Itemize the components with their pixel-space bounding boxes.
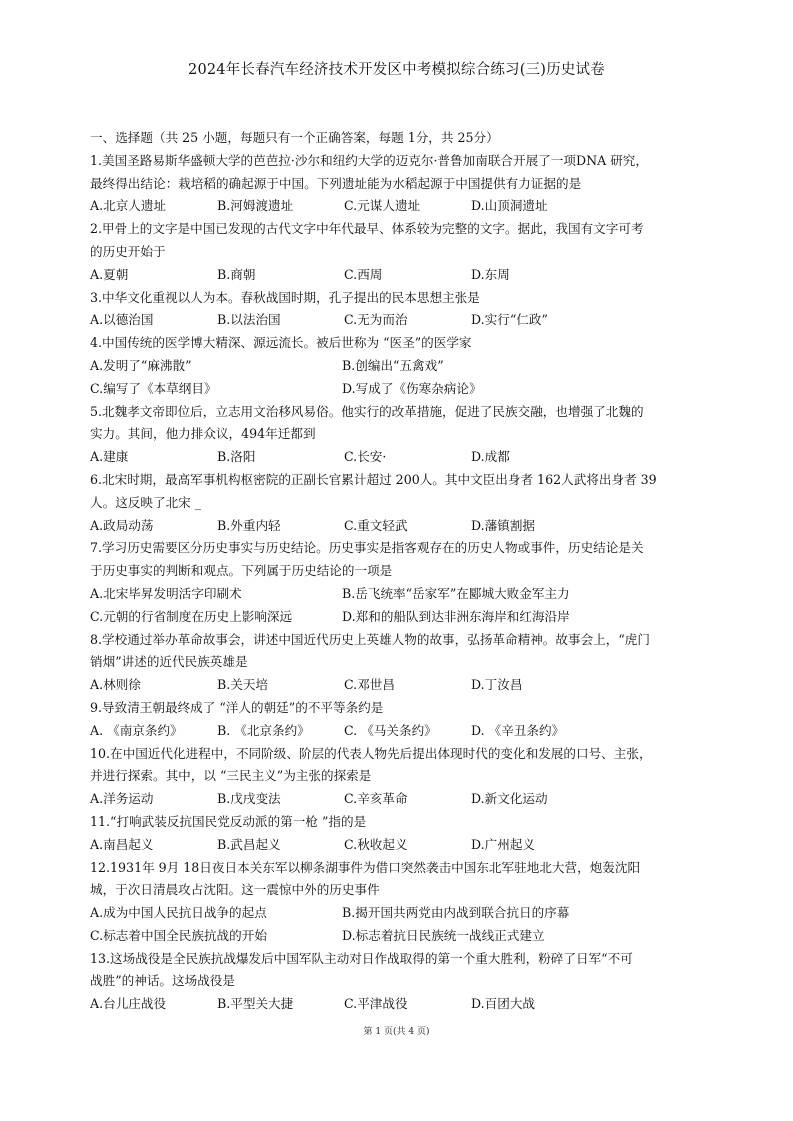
option-C: C.辛亥革命 [344,791,408,807]
option-B: B. 《北京条约》 [217,722,310,738]
option-C: C.西周 [344,266,383,282]
option-A: A.成为中国人民抗日战争的起点 [90,905,267,921]
question-stem: 1.美国圣路易斯华盛顿大学的芭芭拉·沙尔和纽约大学的迈克尔·普鲁加南联合开展了一项DNA 研究， [90,152,648,168]
question-stem: 战胜”的神话。这场战役是 [90,973,235,989]
option-D: D.广州起义 [471,836,536,852]
option-A: A.建康 [90,449,129,465]
option-B: B.戊戌变法 [217,791,281,807]
options-row [90,834,710,857]
options-row [90,606,710,629]
option-B: B.河姆渡遗址 [217,198,294,214]
option-A: A.政局动荡 [90,517,154,533]
question-stem: 12.1931年 9月 18日夜日本关东军以柳条湖事件为借口突然袭击中国东北军驻地北大营，炮轰沈阳 [90,859,641,875]
options-row [90,195,710,218]
question-stem: 实力。其间，他力排众议，494年迁都到 [90,426,316,442]
option-B: B.武昌起义 [217,836,281,852]
option-A: A.南昌起义 [90,836,154,852]
option-D: D.写成了《伤寒杂病论》 [342,380,482,396]
question-stem: 10.在中国近代化进程中，不同阶级、阶层的代表人物先后提出体现时代的变化和发展的口号、主张， [90,745,652,761]
option-C: C.长安· [344,449,387,465]
option-C: C.邓世昌 [344,677,395,693]
options-row [90,446,710,469]
question-stem: 8.学校通过举办革命故事会，讲述中国近代历史上英雄人物的故事，弘扬革命精神。故事会上，“虎门 [90,631,650,647]
options-row [90,378,710,401]
option-A: A.夏朝 [90,266,129,282]
options-row [90,925,710,948]
question-1 [90,150,710,218]
option-A: A.北宋毕昇发明活字印刷术 [90,585,242,601]
option-A: A.台儿庄战役 [90,996,167,1012]
option-B: B.洛阳 [217,449,256,465]
option-B: B.关天培 [217,677,269,693]
option-A: A. 《南京条约》 [90,722,183,738]
option-D: D.新文化运动 [471,791,548,807]
option-D: D.标志着抗日民族统一战线正式建立 [342,927,545,943]
question-stem: 于历史事实的判断和观点。下列属于历史结论的一项是 [90,563,393,579]
question-stem: 11.“打响武装反抗国民党反动派的第一枪 ”指的是 [90,813,367,829]
question-stem: 5.北魏孝文帝即位后，立志用文治移风易俗。他实行的改革措施，促进了民族交融，也增强了北魏的 [90,403,644,419]
options-row [90,902,710,925]
option-C: C.重文轻武 [344,517,408,533]
section-heading: 一、选择题（共 25 小题，每题只有一个正确答案，每题 1分，共 25分） [90,130,499,145]
option-C: C. 《马关条约》 [344,722,437,738]
option-C: C.无为而治 [344,312,408,328]
option-B: B.揭开国共两党由内战到联合抗日的序幕 [342,905,570,921]
question-stem: 13.这场战役是全民族抗战爆发后中国军队主动对日作战取得的第一个重大胜利，粉碎了日军“不可 [90,950,633,966]
option-D: D. 《辛丑条约》 [471,722,565,738]
option-B: B.以法治国 [217,312,281,328]
option-C: C.元朝的行省制度在历史上影响深远 [90,608,293,624]
question-stem: 并进行探索。其中，以 “三民主义”为主张的探索是 [90,768,372,784]
question-5 [90,401,710,469]
option-D: D.成都 [471,449,510,465]
question-stem: 3.中华文化重视以人为本。春秋战国时期，孔子提出的民本思想主张是 [90,289,480,305]
option-D: D.百团大战 [471,996,536,1012]
option-A: A.北京人遗址 [90,198,167,214]
options-row [90,515,710,538]
option-B: B.商朝 [217,266,256,282]
option-B: B.创编出“五禽戏” [342,357,444,373]
question-stem: 最终得出结论：栽培稻的确起源于中国。下列遗址能为水稻起源于中国提供有力证据的是 [90,175,582,191]
option-C: C.编写了《本草纲目》 [90,380,217,396]
question-4 [90,332,710,400]
question-stem: 9.导致清王朝最终成了 “洋人的朝廷”的不平等条约是 [90,699,384,715]
option-D: D.丁汝昌 [471,677,523,693]
option-D: D.山顶洞遗址 [471,198,548,214]
option-A: A.林则徐 [90,677,141,693]
option-A: A.洋务运动 [90,791,154,807]
option-D: D.藩镇割据 [471,517,536,533]
option-C: C.标志着中国全民族抗战的开始 [90,927,267,943]
option-C: C.元谋人遗址 [344,198,421,214]
question-8 [90,629,710,697]
question-stem: 7.学习历史需要区分历史事实与历史结论。历史事实是指客观存在的历史人物或事件，历史结论是关 [90,540,644,556]
question-stem: 6.北宋时期，最高军事机构枢密院的正副长官累计超过 200人。其中文臣出身者 162人武将出身者 39 [90,471,657,487]
options-row [90,264,710,287]
question-3 [90,287,710,333]
page-footer: 第 1 页(共 4 页) [363,1027,430,1037]
option-B: B.平型关大捷 [217,996,294,1012]
option-A: A.发明了“麻沸散” [90,357,192,373]
option-C: C.平津战役 [344,996,408,1012]
question-12 [90,857,710,948]
option-D: D.东周 [471,266,510,282]
option-B: B.外重内轻 [217,517,281,533]
question-13 [90,948,710,1016]
question-list [90,127,710,1016]
option-D: D.实行“仁政” [471,312,548,328]
option-C: C.秋收起义 [344,836,408,852]
question-7 [90,537,710,628]
option-A: A.以德治国 [90,312,154,328]
question-stem: 城，于次日清晨攻占沈阳。这一震惊中外的历史事件 [90,882,380,898]
options-row [90,355,710,378]
question-stem: 销烟”讲述的近代民族英雄是 [90,654,248,670]
question-9 [90,697,710,743]
options-row [90,309,710,332]
question-stem: 2.甲骨上的文字是中国已发现的古代文字中年代最早、体系较为完整的文字。据此，我国有文字可考 [90,221,644,237]
question-11 [90,811,710,857]
question-2 [90,218,710,286]
page-title: 2024年长春汽车经济技术开发区中考模拟综合练习(三)历史试卷 [188,62,605,78]
question-stem: 4.中国传统的医学博大精深、源远流长。被后世称为 “医圣”的医学家 [90,335,472,351]
option-B: B.岳飞统率“岳家军”在郾城大败金军主力 [342,585,570,601]
question-stem: 的历史开始于 [90,243,166,259]
question-10 [90,743,710,811]
options-row [90,674,710,697]
question-stem: 人。这反映了北宋 _ [90,494,202,510]
options-row [90,788,710,811]
options-row [90,720,710,743]
options-row [90,993,710,1016]
question-6 [90,469,710,537]
options-row [90,583,710,606]
option-D: D.郑和的船队到达非洲东海岸和红海沿岸 [342,608,570,624]
